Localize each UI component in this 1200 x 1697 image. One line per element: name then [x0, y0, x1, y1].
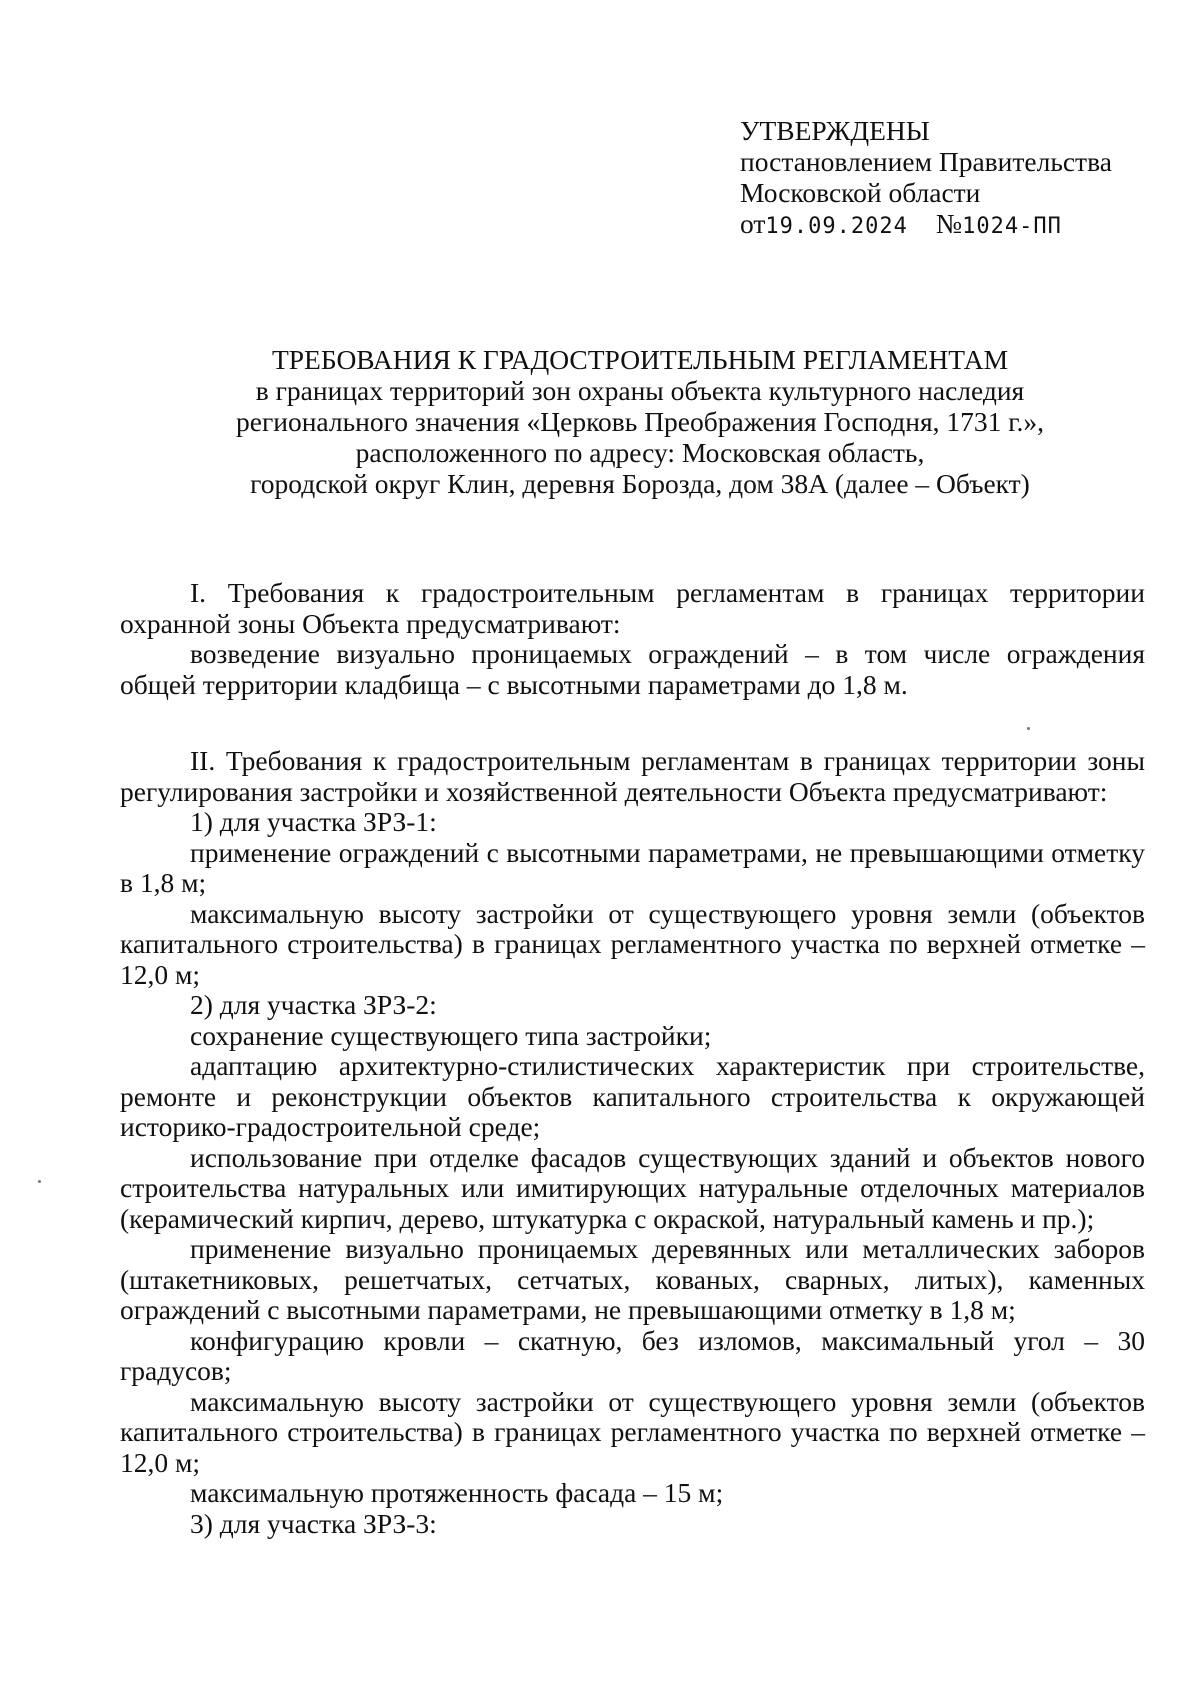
approved-heading: УТВЕРЖДЕНЫ: [740, 115, 930, 146]
title-line-4: расположенного по адресу: Московская область,: [355, 437, 925, 468]
zrz2-item: максимальную высоту застройки от существующего уровня земли (объектов капитального строительства) в границах регламентного участка по верхней отметке – 12,0 м;: [120, 1385, 1145, 1478]
decree-number: 1024-ПП: [962, 214, 1062, 239]
date-prefix: от: [740, 208, 766, 239]
approved-by-line-2: Московской области: [740, 177, 981, 208]
zrz2-item: максимальную протяженность фасада – 15 м;: [190, 1477, 724, 1508]
decree-date-number: [740, 209, 1160, 240]
zrz1-item: максимальную высоту застройки от существующего уровня земли (объектов капитального строительства) в границах регламентного участка по верхней отметке – 12,0 м;: [120, 897, 1145, 990]
title-line-1: ТРЕБОВАНИЯ К ГРАДОСТРОИТЕЛЬНЫМ РЕГЛАМЕНТАМ: [271, 344, 1009, 375]
section-2-intro: II. Требования к градостроительным регламентам в границах территории зоны регулирования застройки и хозяйственной деятельности Объекта предусматривают:: [120, 745, 1145, 807]
scan-speck: [38, 1180, 41, 1183]
approval-stamp: [740, 116, 1160, 240]
zrz2-item: применение визуально проницаемых деревянных или металлических заборов (штакетниковых, решетчатых, сетчатых, кованых, сварных, литых), каменных ограждений с высотными параметрами, не превышающими отметку в 1,8 м;: [120, 1233, 1145, 1325]
zrz3-heading: 3) для участка ЗРЗ-3:: [190, 1507, 437, 1539]
title-line-3: регионального значения «Церковь Преображения Господня, 1731 г.»,: [236, 406, 1044, 437]
document-body: [120, 578, 1145, 1539]
title-line-5: городской округ Клин, деревня Борозда, дом 38А (далее – Объект): [250, 468, 1030, 499]
approved-by-line-1: постановлением Правительства: [740, 146, 1112, 177]
number-prefix: №: [935, 208, 963, 239]
zrz1-heading: 1) для участка ЗРЗ-1:: [190, 806, 437, 837]
scan-speck: [1027, 727, 1030, 730]
zrz2-item: конфигурацию кровли – скатную, без изломов, максимальный угол – 30 градусов;: [120, 1324, 1145, 1386]
zrz2-item: адаптацию архитектурно-стилистических характеристик при строительстве, ремонте и реконструкции объектов капитального строительства к окружающей историко-градостроительной среде;: [120, 1050, 1145, 1142]
zrz1-item: применение ограждений с высотными параметрами, не превышающими отметку в 1,8 м;: [120, 836, 1145, 898]
title-line-2: в границах территорий зон охраны объекта культурного наследия: [255, 375, 1025, 406]
document-title: [150, 345, 1130, 500]
zrz2-item: использование при отделке фасадов существующих зданий и объектов нового строительства натуральных или имитирующих натуральные отделочных материалов (керамический кирпич, дерево, штукатурка с окраской, натуральный камень и пр.);: [120, 1141, 1145, 1234]
decree-date: 19.09.2024: [765, 214, 908, 239]
zrz2-item: сохранение существующего типа застройки;: [190, 1019, 712, 1051]
zrz2-heading: 2) для участка ЗРЗ-2:: [190, 989, 437, 1020]
section-1-intro: I. Требования к градостроительным регламентам в границах территории охранной зоны Объекта предусматривают:: [120, 577, 1145, 639]
section-1-item: возведение визуально проницаемых ограждений – в том числе ограждения общей территории кладбища – с высотными параметрами до 1,8 м.: [120, 638, 1145, 700]
